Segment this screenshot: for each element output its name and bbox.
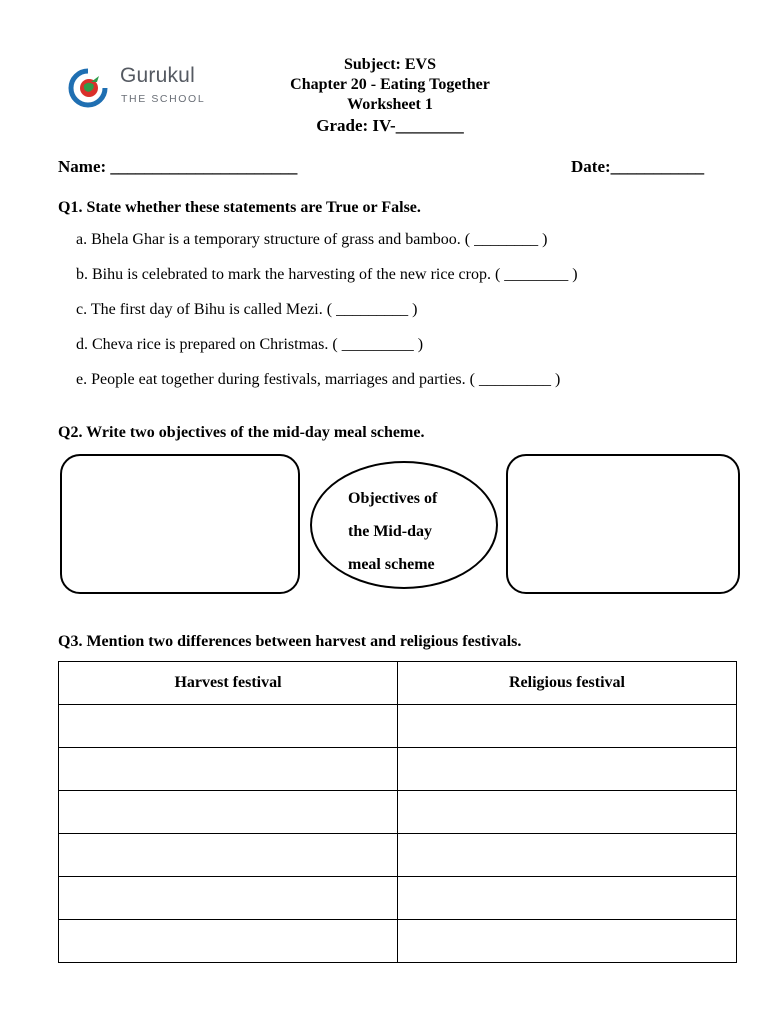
table-row [59,705,737,748]
objective-answer-box-left [60,454,300,594]
table-cell [59,877,398,920]
gurukul-globe-logo-icon [68,66,112,110]
school-logo [68,64,208,110]
table-cell [59,748,398,791]
column-header-harvest: Harvest festival [59,662,398,705]
q1-item-e: e. People eat together during festivals, marriages and parties. ( _________ ) [76,371,561,388]
chapter-line: Chapter 20 - Eating Together [290,76,490,93]
q1-item-b: b. Bihu is celebrated to mark the harvesting of the new rice crop. ( ________ ) [76,266,578,283]
objective-answer-box-right [506,454,740,594]
table-row [59,920,737,963]
table-cell [398,877,737,920]
table-cell [59,705,398,748]
q2-title: Q2. Write two objectives of the mid-day meal scheme. [58,424,425,441]
logo-tagline: THE SCHOOL [121,93,206,105]
table-cell [398,705,737,748]
oval-line-1: Objectives of [348,490,438,507]
table-cell [398,920,737,963]
table-cell [59,920,398,963]
table-cell [59,834,398,877]
oval-line-2: the Mid-day [348,523,432,540]
table-row [59,877,737,920]
table-cell [398,834,737,877]
date-line: Date:___________ [571,157,705,176]
table-row [59,748,737,791]
differences-table [58,661,737,963]
oval-line-3: meal scheme [348,556,435,573]
table-cell [398,748,737,791]
q3-title: Q3. Mention two differences between harvest and religious festivals. [58,633,522,650]
table-header-row [59,662,737,705]
q1-title: Q1. State whether these statements are True or False. [58,199,421,216]
name-line: Name: ______________________ [58,157,298,176]
table-row [59,834,737,877]
column-header-religious: Religious festival [398,662,737,705]
q1-item-a: a. Bhela Ghar is a temporary structure of grass and bamboo. ( ________ ) [76,231,548,248]
table-cell [398,791,737,834]
table-row [59,791,737,834]
objectives-center-text [348,482,437,581]
subject-line: Subject: EVS [343,56,436,73]
worksheet-line: Worksheet 1 [347,96,433,113]
logo-brand-text: Gurukul [120,64,195,87]
q1-statement-list [76,230,578,405]
q1-item-c: c. The first day of Bihu is called Mezi. ( _________ ) [76,301,418,318]
worksheet-header [240,55,540,137]
grade-line: Grade: IV-________ [316,116,464,135]
q1-item-d: d. Cheva rice is prepared on Christmas. ( _________ ) [76,336,424,353]
table-cell [59,791,398,834]
